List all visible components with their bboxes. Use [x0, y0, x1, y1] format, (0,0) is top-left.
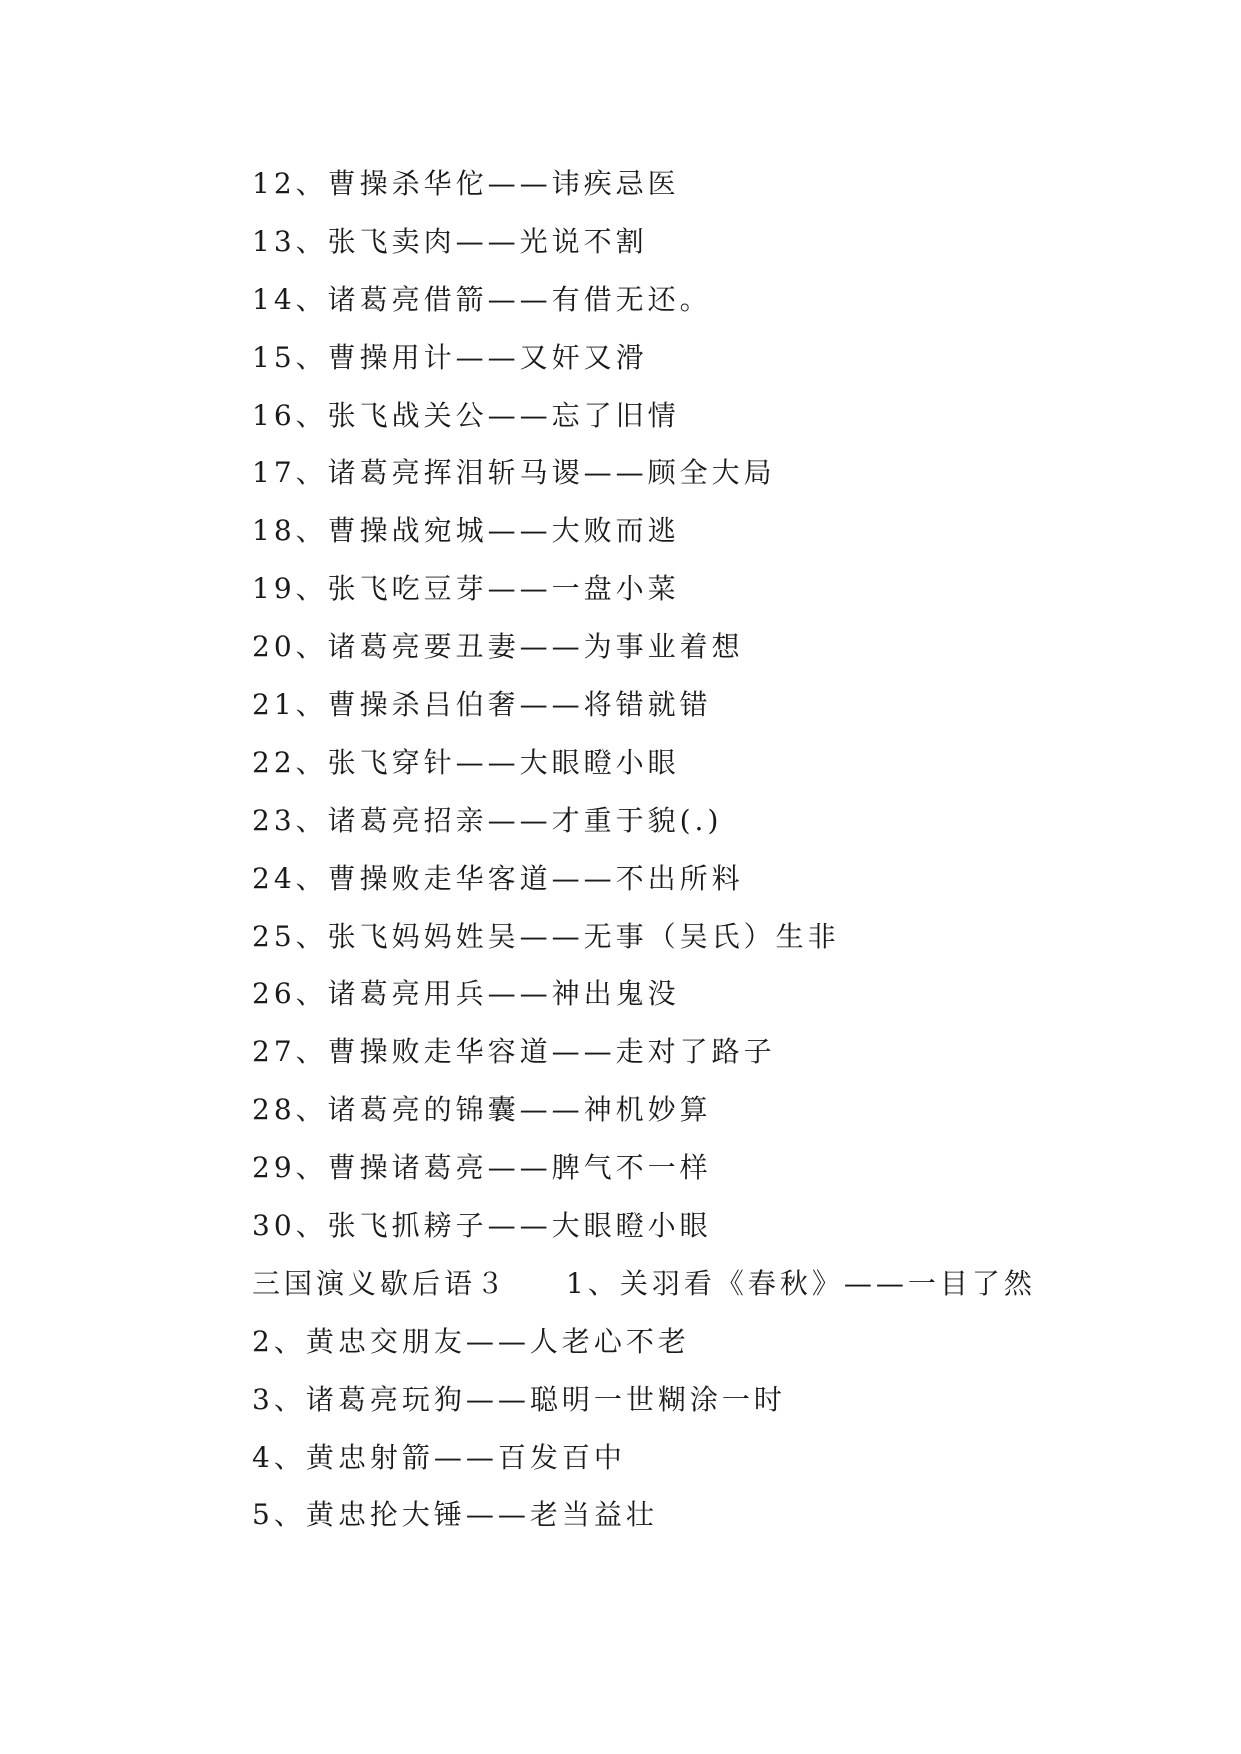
- text-line-s3-3: 3、诸葛亮玩狗——聪明一世糊涂一时: [252, 1382, 786, 1416]
- section-heading: 三国演义歇后语３: [252, 1266, 509, 1300]
- text-line-s3-4: 4、黄忠射箭——百发百中: [252, 1440, 626, 1474]
- text-line-13: 13、张飞卖肉——光说不割: [252, 224, 648, 258]
- text-line-17: 17、诸葛亮挥泪斩马谡——顾全大局: [252, 456, 776, 490]
- section-first-item: 1、关羽看《春秋》——一目了然: [566, 1266, 1036, 1300]
- text-line-26: 26、诸葛亮用兵——神出鬼没: [252, 977, 680, 1011]
- section-heading-line: [252, 1255, 1132, 1313]
- text-line-28: 28、诸葛亮的锦囊——神机妙算: [252, 1093, 712, 1127]
- text-line-16: 16、张飞战关公——忘了旧情: [252, 398, 680, 432]
- text-line-29: 29、曹操诸葛亮——脾气不一样: [252, 1151, 712, 1185]
- text-line-25: 25、张飞妈妈姓吴——无事（吴氏）生非: [252, 919, 840, 953]
- document-body: [252, 155, 1132, 1544]
- text-line-14: 14、诸葛亮借箭——有借无还。: [252, 282, 712, 316]
- text-line-s3-2: 2、黄忠交朋友——人老心不老: [252, 1324, 690, 1358]
- text-line-21: 21、曹操杀吕伯奢——将错就错: [252, 688, 712, 722]
- text-line-22: 22、张飞穿针——大眼瞪小眼: [252, 745, 680, 779]
- text-line-20: 20、诸葛亮要丑妻——为事业着想: [252, 630, 744, 664]
- text-line-15: 15、曹操用计——又奸又滑: [252, 340, 648, 374]
- text-line-27: 27、曹操败走华容道——走对了路子: [252, 1035, 776, 1069]
- text-line-12: 12、曹操杀华佗——讳疾忌医: [252, 167, 680, 200]
- text-line-19: 19、张飞吃豆芽——一盘小菜: [252, 572, 680, 606]
- text-line-24: 24、曹操败走华客道——不出所料: [252, 861, 744, 895]
- text-line-18: 18、曹操战宛城——大败而逃: [252, 514, 680, 548]
- text-line-s3-5: 5、黄忠抡大锤——老当益壮: [252, 1498, 658, 1532]
- text-line-23: 23、诸葛亮招亲——才重于貌(.): [252, 803, 723, 837]
- text-line-30: 30、张飞抓耪子——大眼瞪小眼: [252, 1209, 712, 1243]
